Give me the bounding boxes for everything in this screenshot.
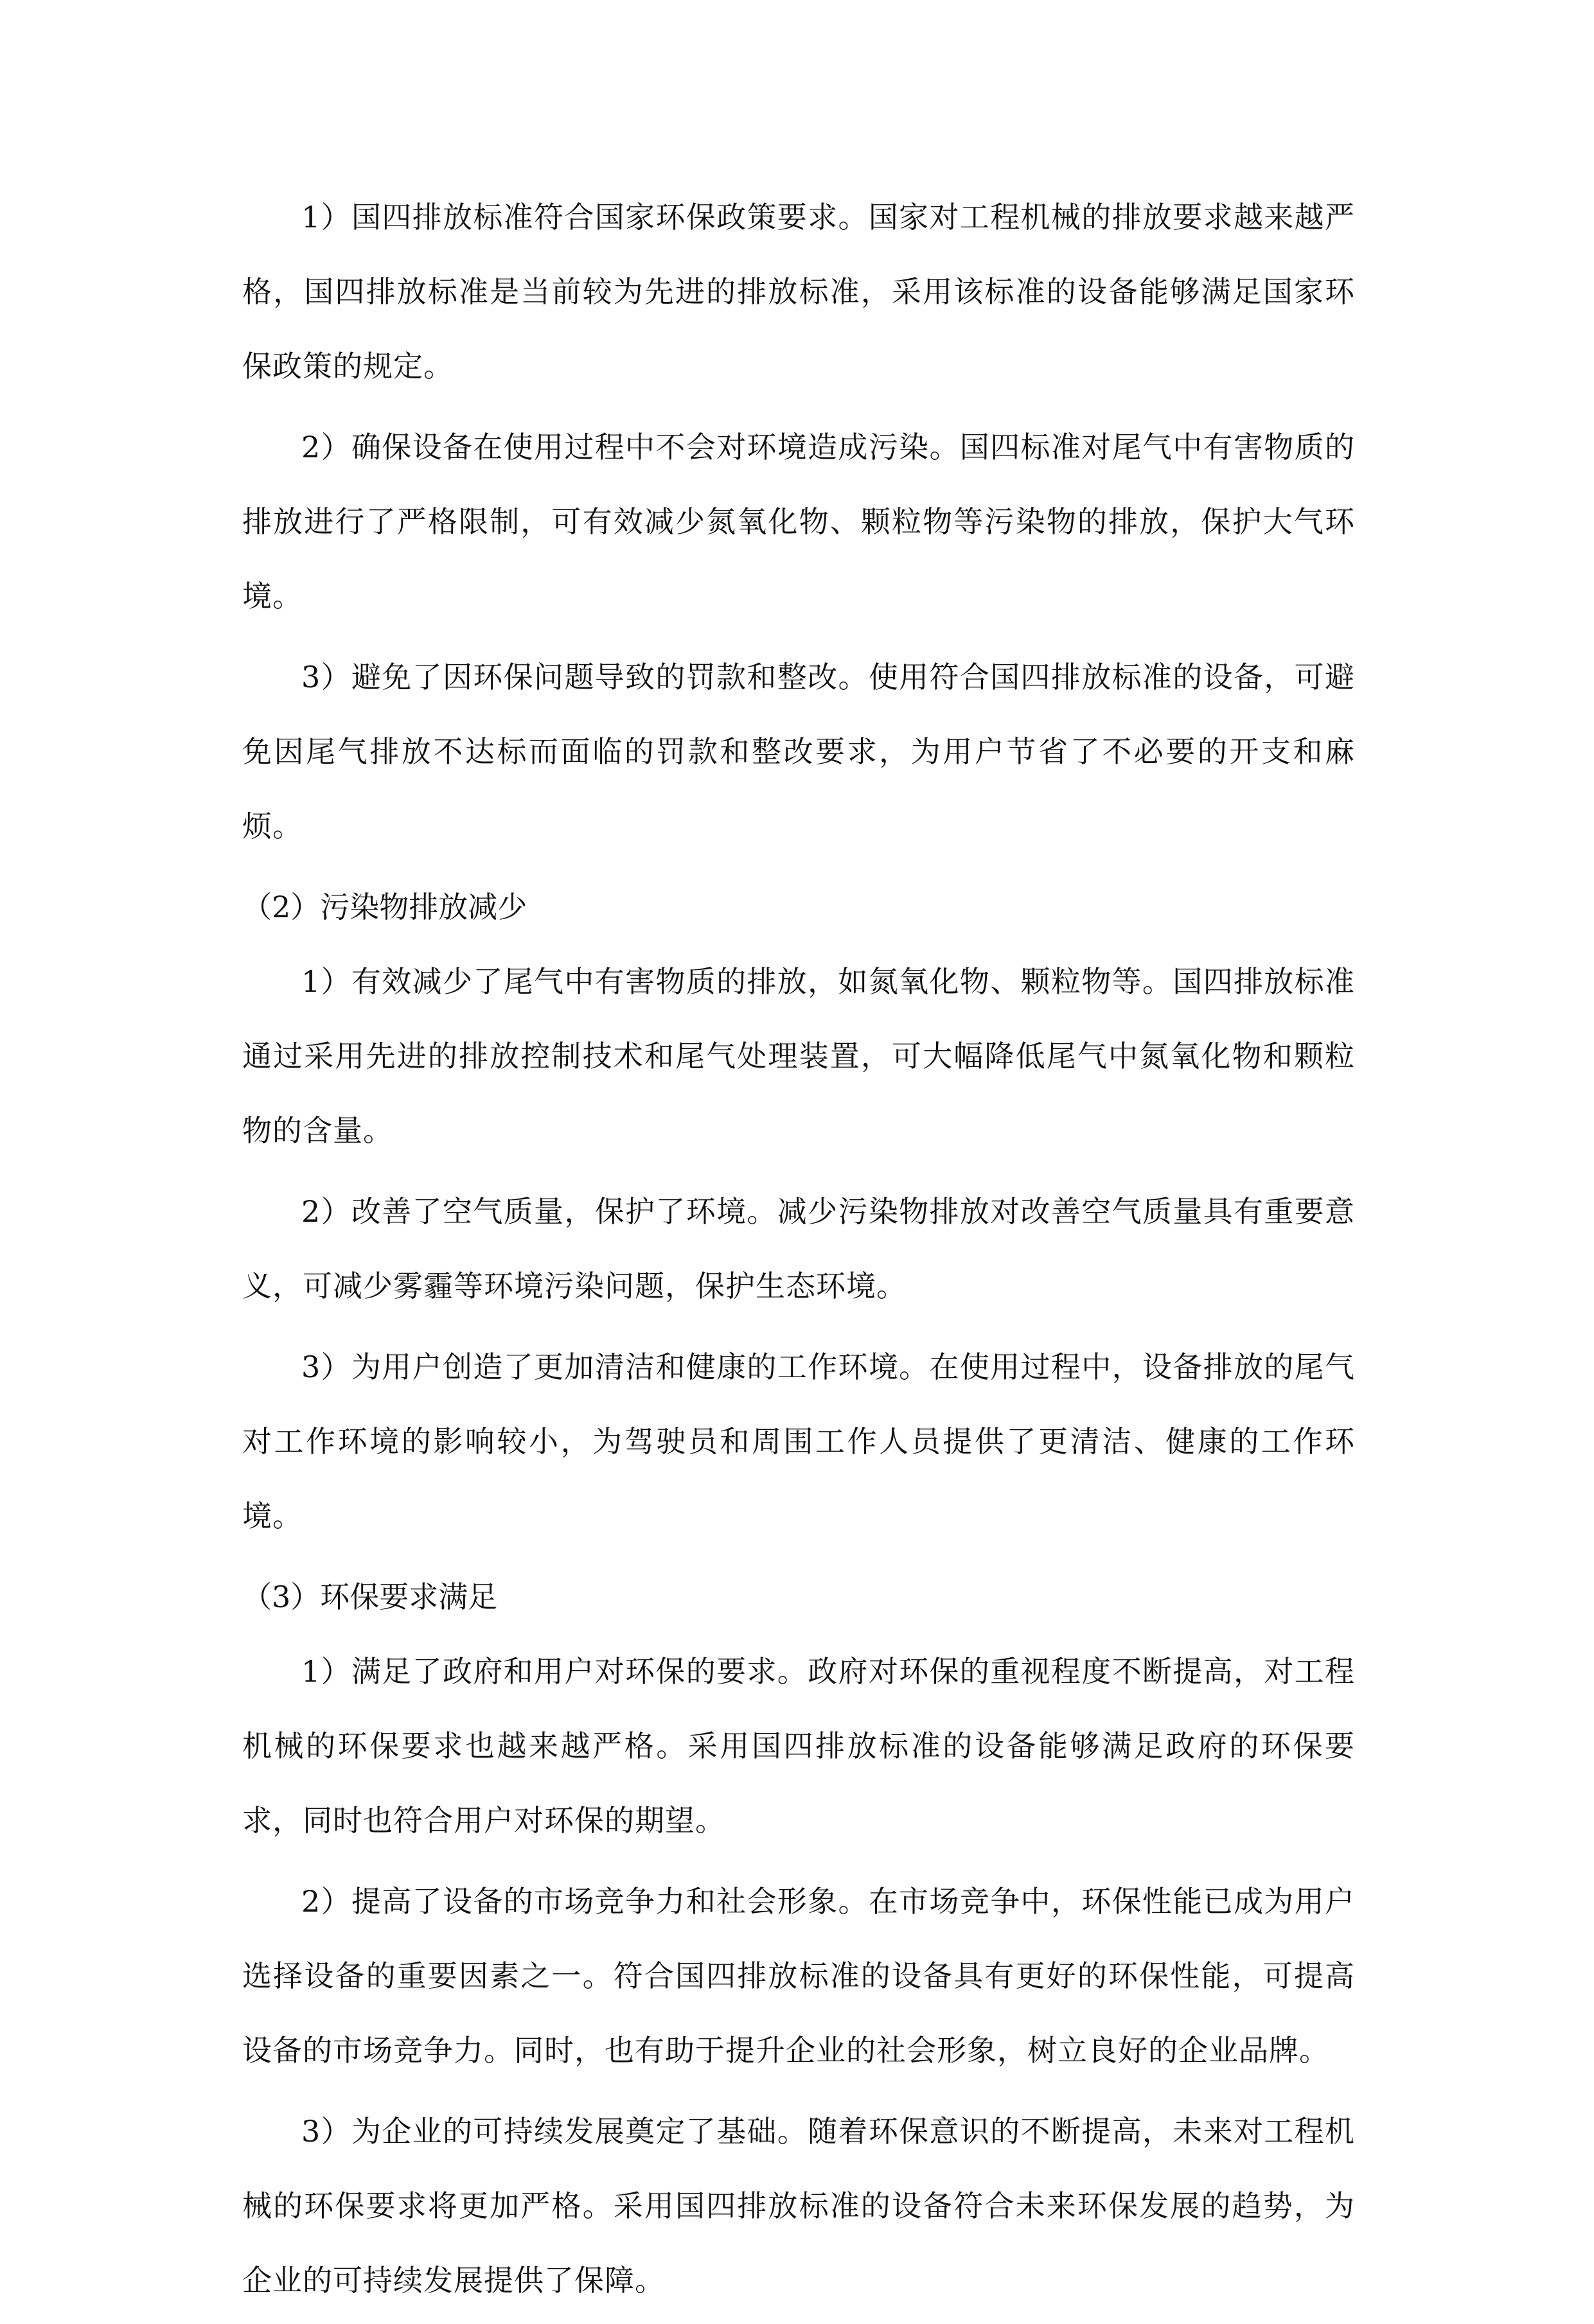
paragraph-7: 1）满足了政府和用户对环保的要求。政府对环保的重视程度不断提高，对工程机械的环保要求也越来越严格。采用国四排放标准的设备能够满足政府的环保要求，同时也符合用户对环保的期望。 <box>242 1654 1355 1838</box>
document-page <box>242 180 1355 2324</box>
section-heading-2: （2）污染物排放减少 <box>242 890 527 924</box>
section-heading-3: （3）环保要求满足 <box>242 1580 498 1614</box>
paragraph-9: 3）为企业的可持续发展奠定了基础。随着环保意识的不断提高，未来对工程机械的环保要求将更加严格。采用国四排放标准的设备符合未来环保发展的趋势，为企业的可持续发展提供了保障。 <box>242 2114 1355 2298</box>
paragraph-4: 1）有效减少了尾气中有害物质的排放，如氮氧化物、颗粒物等。国四排放标准通过采用先进的排放控制技术和尾气处理装置，可大幅降低尾气中氮氧化物和颗粒物的含量。 <box>242 964 1355 1148</box>
paragraph-6: 3）为用户创造了更加清洁和健康的工作环境。在使用过程中，设备排放的尾气对工作环境的影响较小，为驾驶员和周围工作人员提供了更清洁、健康的工作环境。 <box>242 1350 1355 1533</box>
paragraph-3: 3）避免了因环保问题导致的罚款和整改。使用符合国四排放标准的设备，可避免因尾气排放不达标而面临的罚款和整改要求，为用户节省了不必要的开支和麻烦。 <box>242 660 1355 843</box>
paragraph-1: 1）国四排放标准符合国家环保政策要求。国家对工程机械的排放要求越来越严格，国四排放标准是当前较为先进的排放标准，采用该标准的设备能够满足国家环保政策的规定。 <box>242 200 1355 383</box>
paragraph-5: 2）改善了空气质量，保护了环境。减少污染物排放对改善空气质量具有重要意义，可减少雾霾等环境污染问题，保护生态环境。 <box>242 1194 1355 1303</box>
paragraph-8: 2）提高了设备的市场竞争力和社会形象。在市场竞争中，环保性能已成为用户选择设备的重要因素之一。符合国四排放标准的设备具有更好的环保性能，可提高设备的市场竞争力。同时，也有助于提升企业的社会形象，树立良好的企业品牌。 <box>242 1884 1355 2068</box>
paragraph-2: 2）确保设备在使用过程中不会对环境造成污染。国四标准对尾气中有害物质的排放进行了严格限制，可有效减少氮氧化物、颗粒物等污染物的排放，保护大气环境。 <box>242 430 1355 613</box>
